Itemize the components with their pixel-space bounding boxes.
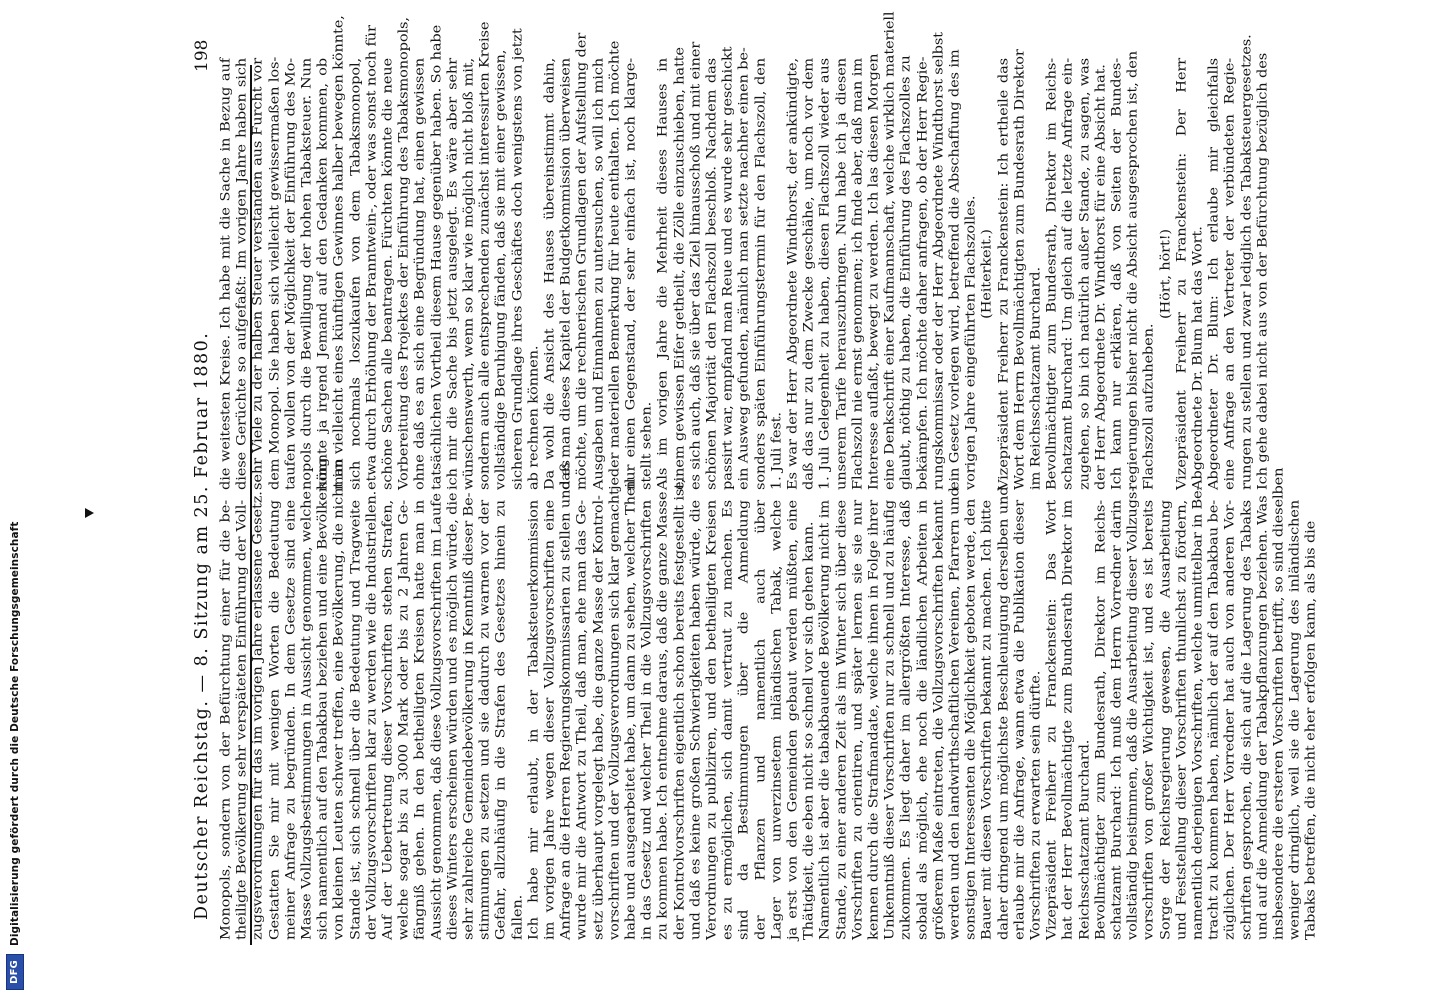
- text-line: nopols durch die Bewilligung der hohen Tabaksteuer. Nun: [299, 58, 315, 490]
- text-line: Monopols, sondern von der Befürchtung einer für die be-: [218, 500, 234, 940]
- text-line: Gefahr, allzuhäufig in die Strafen des Gesetzes hinein zu: [493, 500, 509, 940]
- text-line: Abgeordnete Dr. Blum hat das Wort.: [1190, 226, 1206, 490]
- text-line: schatzamt Burchard: Ich muß dem Herrn Vorredner darin: [1109, 500, 1125, 940]
- text-line: namentlich derjenigen Vorschriften, welche unmittelbar in Be-: [1190, 485, 1206, 940]
- text-line: der Pflanzen und namentlich auch über: [752, 500, 768, 940]
- text-line: sonstigen Interessenten die Möglichkeit geboten werde, den: [963, 498, 979, 940]
- text-line: sicheren Grundlage ihres Geschäftes doch wenigstens von jetzt: [509, 28, 525, 490]
- text-line: könnte ja irgend Jemand auf den Gedanken kommen, ob: [315, 58, 331, 490]
- text-line: Aussicht genommen, daß diese Vollzugsvorschriften im Laufe: [428, 493, 444, 940]
- text-line: Anfrage an die Herren Regierungskommissarien zu stellen und es: [558, 460, 574, 940]
- text-line: (Hört, hört!): [1157, 229, 1173, 319]
- text-line: es zu ermöglichen, sich damit vertraut zu machen. Es: [720, 500, 736, 940]
- text-line: es sich auch, daß sie über das Ziel hinausschoß und mit einer: [687, 41, 704, 490]
- text-line: von kleinen Leuten schwer treffen, eine Bevölkerung, die nicht im: [331, 459, 347, 940]
- text-line: Bevollmächtigter zum Bundesrath, Direktor im Reichs-: [1092, 500, 1109, 940]
- text-line: diese Gerüchte so aufgefaßt: Im vorigen Jahre haben sich: [234, 58, 250, 490]
- text-line: die weitesten Kreise. Ich habe mit die Sache in Bezug auf: [218, 58, 234, 490]
- text-line: eine Anfrage an den Vertreter der verbündeten Regie-: [1222, 58, 1238, 490]
- text-line: dem Monopol. Sie haben sich vielleicht gewissermaßen los-: [266, 56, 282, 490]
- text-line: tracht zu kommen haben, nämlich der auf den Tabakbau be-: [1206, 500, 1222, 940]
- text-line: daß das nur zu dem Zwecke geschähe, um noch vor dem: [801, 58, 817, 490]
- text-line: vollständige Beruhigung fänden, daß sie mit einer gewissen,: [493, 49, 509, 490]
- text-line: Es war der Herr Abgeordnete Windthorst, der ankündigte,: [785, 58, 801, 490]
- text-line: Verordnungen zu publiziren, und den betheiligten Kreisen: [704, 500, 720, 940]
- dfg-logo: DFG: [6, 954, 24, 990]
- text-line: sehr Viele zu der halben Steuer verstanden aus Furcht vor: [250, 58, 266, 490]
- text-line: Flachszoll nie ernst genommen; ich finde aber, daß man im: [849, 58, 866, 490]
- text-line: Abgeordneter Dr. Blum: Ich erlaube mir gleichfalls: [1206, 58, 1222, 490]
- text-line: sind da Bestimmungen über die Anmeldung: [736, 500, 752, 940]
- text-line: Ich habe mir erlaubt, in der Tabaksteuerkommission: [525, 500, 542, 940]
- text-line: Vorschriften zu orientiren, und später lernen sie sie nur: [849, 500, 866, 940]
- text-line: stellt sehen.: [639, 401, 655, 490]
- text-line: Vorbereitung des Projektes der Einführung des Tabaksmonopols,: [396, 17, 412, 490]
- text-line: im Reichsschatzamt Burchard.: [1028, 267, 1044, 490]
- text-line: Ich gehe dabei nicht aus von der Befürchtung bezüglich des: [1254, 52, 1271, 490]
- text-line: fallen.: [509, 894, 525, 940]
- text-line: weniger dringlich, weil sie die Lagerung des inländischen: [1287, 500, 1303, 940]
- text-line: der Herr Abgeordnete Dr. Windthorst für eine Absicht hat.: [1092, 64, 1109, 490]
- text-line: und auf die Anmeldung der Tabakpflanzungen beziehen. Was: [1254, 495, 1271, 940]
- text-line: Interesse auflaßt, bewegt zu werden. Ich las diesen Morgen: [866, 53, 882, 490]
- text-line: vorschriften und der Vollzugsverordnungen sich klar gemacht: [606, 489, 623, 940]
- text-line: Tabaks betreffen, die nicht eher erfolgen kann, als bis die: [1303, 520, 1319, 940]
- text-line: stimmungen zu setzen und sie dadurch zu warnen vor der: [477, 500, 493, 940]
- text-line: kennen durch die Strafmandate, welche ihnen in Folge ihrer: [866, 500, 882, 940]
- text-line: Masse Vollzugsbestimmungen in Aussicht genommen, welche: [299, 491, 315, 940]
- text-line: zugsverordnungen für das im vorigen Jahre erlassene Gesetz.: [250, 491, 266, 940]
- text-line: fängniß gehen. In den betheiligten Kreisen hatte man in: [412, 500, 428, 940]
- text-line: regierungen bisher nicht die Absicht ausgesprochen ist, den: [1125, 51, 1141, 490]
- text-line: 1. Juli Gelegenheit zu haben, diesen Flachszoll wieder aus: [817, 58, 833, 490]
- text-line: der Kontrolvorschriften eigentlich schon bereits festgestellt ist,: [671, 478, 687, 940]
- text-line: eine Denkschrift einer Kaufmannschaft, welche wirklich materiell: [882, 11, 898, 490]
- text-line: ohne daß es an sich eine Begründung hat, einen gewissen: [412, 58, 428, 490]
- text-line: habe und ausgearbeitet habe, um dann zu sehen, welcher Theil: [623, 478, 639, 940]
- text-line: zukommen. Es liegt daher im allergrößten Interesse, daß: [898, 500, 914, 940]
- text-line: werden und den landwirthschaftlichen Vereinen, Pfarrern und: [947, 487, 963, 940]
- text-line: ein Ausweg gefunden, nämlich man setzte nachher einen be-: [736, 47, 752, 490]
- text-line: setz überhaupt vorgelegt habe, die ganze Masse der Kontrol-: [590, 495, 606, 940]
- text-line: Gestatten Sie mir mit wenigen Worten die Bedeutung: [266, 500, 282, 940]
- text-line: sich namentlich auf den Tabakbau beziehen und eine Bevölkerung: [315, 457, 331, 940]
- text-line: bekämpfen. Ich möchte daher anfragen, ob der Herr Regie-: [914, 56, 930, 490]
- text-line: einem gewissen Eifer getheilt, die Zölle einzuschieben, hatte: [671, 47, 687, 490]
- text-line: Wort dem Herrn Bevollmächtigten zum Bundesrath Direktor: [1011, 49, 1028, 490]
- text-line: Thätigkeit, die eben nicht so schnell vor sich gehen kann.: [801, 521, 817, 940]
- text-line: ich mir die Sache bis jetzt ausgelegt. Es wäre aber sehr: [444, 58, 461, 490]
- text-line: züglichen. Der Herr Vorredner hat auch von anderen Vor-: [1222, 500, 1238, 940]
- text-line: 1. Juli fest.: [768, 412, 785, 490]
- text-line: Als im vorigen Jahre die Mehrheit dieses Hauses in: [655, 58, 671, 490]
- text-line: zugehen, so bin ich natürlich außer Stande, zu sagen, was: [1076, 58, 1092, 490]
- text-line: theiligte Bevölkerung sehr verspäteten Einführung der Voll-: [234, 500, 250, 940]
- text-line: und daß es keine großen Schwierigkeiten haben würde, die: [687, 500, 704, 940]
- text-line: sonders späten Einführungstermin für den Flachszoll, den: [752, 58, 768, 490]
- text-line: Flachszoll aufzuheben.: [1141, 323, 1157, 490]
- text-line: glaubt, nöthig zu haben, die Einführung des Flachszolles zu: [898, 55, 914, 490]
- left-text-column: [218, 11, 1308, 490]
- text-line: rungen zu stellen und zwar lediglich des Tabaksteuergesetzes.: [1238, 34, 1254, 490]
- text-line: hat der Herr Bevollmächtigte zum Bundesrath Direktor im: [1060, 500, 1076, 940]
- credit-strip: [0, 0, 30, 1000]
- text-line: schatzamt Burchard: Um gleich auf die letzte Anfrage ein-: [1060, 58, 1076, 490]
- text-line: daher dringend um möglichste Beschleunigung derselben und: [995, 486, 1011, 940]
- text-line: Lager von unverzinsetem inländischen Tabak, welche: [768, 500, 785, 940]
- text-line: tatsächlichen Vortheil diesem Hause gegenüber haben. So habe: [428, 24, 444, 490]
- text-line: Bauer mit diesen Vorschriften bekannt zu machen. Ich bitte: [979, 500, 995, 940]
- text-line: Auf der Uebertretung dieser Vorschriften stehen Strafen,: [380, 500, 396, 940]
- text-line: wünschenswerth, wenn so klar wie möglich nicht bloß mit,: [461, 58, 477, 490]
- text-line: sondern auch alle entsprechenden zunächst interessirten Kreise: [477, 21, 493, 490]
- text-line: möchte, um die rechnerischen Grundlagen der Aufstellung der: [574, 32, 590, 490]
- text-line: zu kommen habe. Ich entnehme daraus, daß die ganze Masse: [655, 491, 671, 940]
- text-line: ab rechnen können.: [525, 345, 542, 490]
- text-line: im vorigen Jahre wegen dieser Vollzugsvorschriften eine: [542, 500, 558, 940]
- text-line: Ausgaben und Einnahmen zu untersuchen, so will ich mich: [590, 58, 606, 490]
- page-header-title: Deutscher Reichstag. — 8. Sitzung am 25. Februar 1880.: [192, 331, 212, 920]
- text-line: und Feststellung dieser Vorschriften thunlichst zu fördern,: [1173, 500, 1190, 940]
- text-line: vorigen Jahre eingeführten Flachszolles.: [963, 195, 979, 490]
- text-line: schöne Sachen alle beantragen. Fürchten könnte die neue: [380, 58, 396, 490]
- page-number: 198: [192, 39, 212, 72]
- text-line: schönen Majorität den Flachszoll beschloß. Nachdem das: [704, 58, 720, 490]
- text-line: (Heiterkeit.): [979, 229, 995, 319]
- text-line: vorschriften von großer Wichtigkeit ist, und es ist bereits: [1141, 500, 1157, 940]
- text-line: nur einen Gegenstand, der sehr einfach ist, noch klarge-: [623, 58, 639, 490]
- text-line: man vielleicht eines künftigen Gewinnes halber bewegen könnte,: [331, 15, 347, 490]
- text-line: dieses Winters erscheinen würden und es möglich würde, die: [444, 492, 461, 940]
- text-line: Bevollmächtigter zum Bundesrath, Direktor im Reichs-: [1044, 58, 1060, 490]
- text-line: Stande, zu einer anderen Zeit als im Winter sich über diese: [833, 500, 849, 940]
- text-line: schriften gesprochen, die sich auf die Lagerung des Tabaks: [1238, 500, 1254, 940]
- column-marker: [85, 508, 94, 518]
- text-line: wurde mir die Antwort zu Theil, daß man, ehe man das Ge-: [574, 500, 590, 940]
- text-line: Unkenntniß dieser Vorschriften nur zu schnell und zu häufig: [882, 499, 898, 940]
- text-line: rungskommissar oder der Herr Abgeordnete Windthorst selbst: [930, 32, 947, 490]
- text-line: Vizepräsident Freiherr zu Franckenstein: Der Herr: [1173, 58, 1190, 490]
- text-line: Stande ist, sich schnell über die Bedeutung und Tragweite: [347, 500, 363, 940]
- text-line: Reichsschatzamt Burchard.: [1076, 739, 1092, 940]
- text-line: welche sogar bis zu 3000 Mark oder bis zu 2 Jahren Ge-: [396, 500, 412, 940]
- text-line: Namentlich ist aber die tabakbauende Bevölkerung nicht im: [817, 500, 833, 940]
- text-line: Ich kann nur erklären, daß von Seiten der Bundes-: [1109, 58, 1125, 490]
- right-text-column: [218, 457, 1319, 940]
- funding-credit: [0, 0, 30, 1000]
- text-line: insbesondere die ersteren Vorschriften betrifft, so sind dieselben: [1271, 467, 1287, 940]
- text-line: Vizepräsident Freiherr zu Franckenstein: Ich ertheile das: [995, 58, 1011, 490]
- text-line: Da wohl die Ansicht des Hauses übereinstimmt dahin,: [542, 58, 558, 490]
- text-line: sehr zahlreiche Gemeindebevölkerung in Kenntniß dieser Be-: [461, 492, 477, 940]
- text-line: vollständig beistimmen, daß die Ausarbeitung dieser Vollzugs-: [1125, 487, 1141, 940]
- text-line: taufen wollen von der Möglichkeit der Einführung des Mo-: [282, 58, 299, 490]
- text-line: etwa durch Erhöhung der Branntwein-, oder was sonst noch für: [363, 25, 380, 490]
- text-line: ja erst von den Gemeinden gebaut werden müßten, eine: [785, 500, 801, 940]
- credit-text: Digitalisierung gefördert durch die Deutsche Forschungsgemeinschaft: [9, 521, 21, 946]
- text-line: Sorge der Reichsregierung gewesen, die Ausarbeitung: [1157, 500, 1173, 940]
- text-line: daß man dieses Kapitel der Budgetkommission überweisen: [558, 58, 574, 490]
- text-line: Vizepräsident Freiherr zu Franckenstein: Das Wort: [1044, 500, 1060, 940]
- text-line: der Vollzugsvorschriften klar zu werden wie die Industriellen.: [363, 490, 380, 940]
- text-line: größerem Maße eintreten, die Vollzugsvorschriften bekannt: [930, 500, 947, 940]
- text-line: jeder materiellen Bemerkung für heute enthalten. Ich möchte: [606, 40, 623, 490]
- text-line: sich nochmals loszukaufen von dem Tabaksmonopol,: [347, 58, 363, 490]
- text-line: ein Gesetz vorlegen wird, betreffend die Abschaffung des im: [947, 49, 963, 490]
- text-line: sobald als möglich, ehe noch die ländlichen Arbeiten in: [914, 500, 930, 940]
- text-line: meiner Anfrage zu begründen. In dem Gesetze sind eine: [282, 500, 299, 940]
- text-line: erlaube mir die Anfrage, wann etwa die Publikation dieser: [1011, 500, 1028, 940]
- text-line: in das Gesetz und welcher Theil in die Vollzugsvorschriften: [639, 500, 655, 940]
- text-line: Vorschriften zu erwarten sein dürfte.: [1028, 670, 1044, 940]
- text-line: unserem Tarife herauszubringen. Nun habe ich ja diesen: [833, 58, 849, 490]
- text-line: passirt war, empfand man Reue und es wurde sehr geschickt: [720, 46, 736, 490]
